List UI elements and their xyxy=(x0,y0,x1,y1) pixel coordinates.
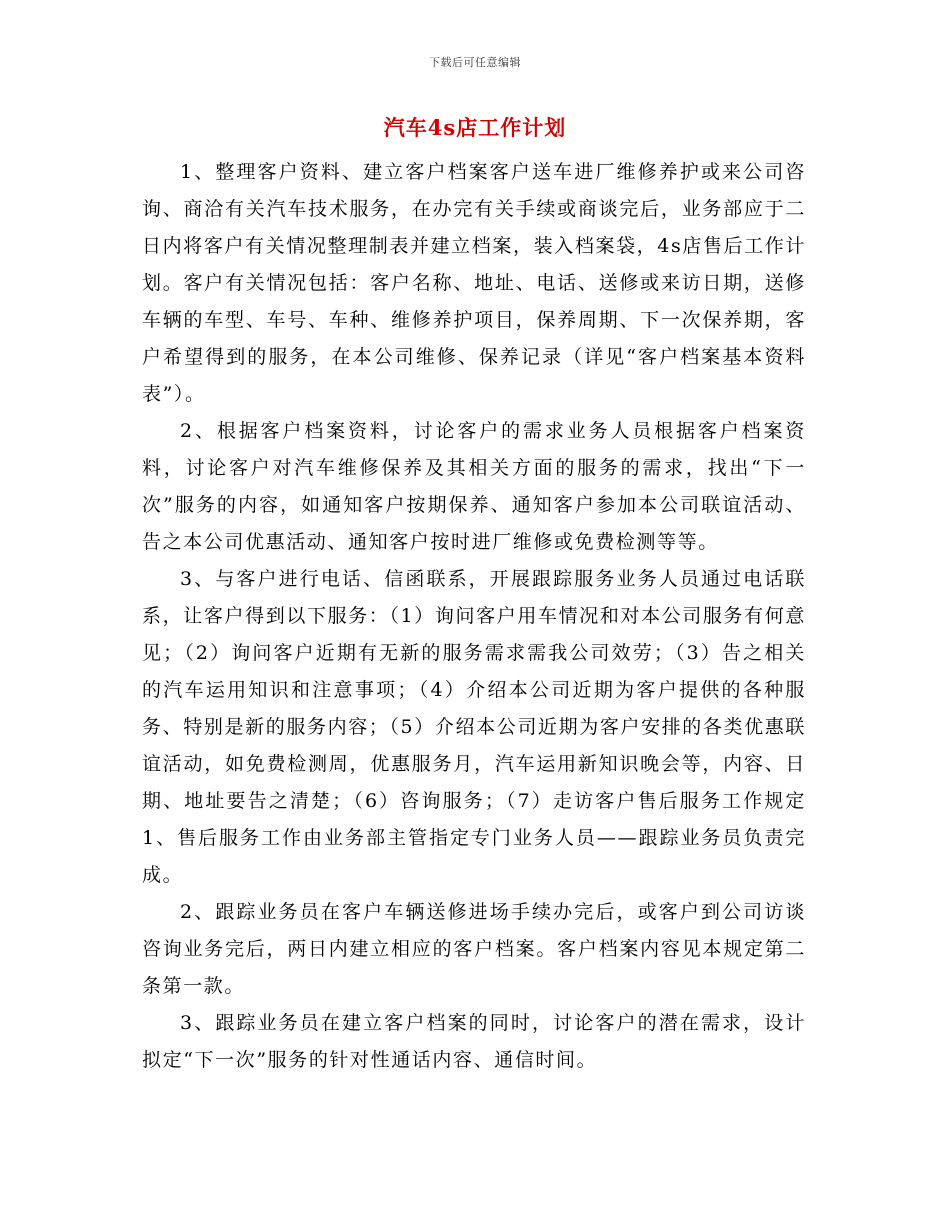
paragraph-3: 3、与客户进行电话、信函联系，开展跟踪服务业务人员通过电话联系，让客户得到以下服务：（1）询问客户用车情况和对本公司服务有何意见；（2）询问客户近期有无新的服务需求需我公司效劳；（3）告之相关的汽车运用知识和注意事项；（4）介绍本公司近期为客户提供的各种服务、特别是新的服务内容；（5）介绍本公司近期为客户安排的各类优惠联谊活动，如免费检测周，优惠服务月，汽车运用新知识晚会等，内容、日期、地址要告之清楚；（6）咨询服务；（7）走访客户售后服务工作规定1、售后服务工作由业务部主管指定专门业务人员——跟踪业务员负责完成。 xyxy=(142,568,806,886)
document-title: 汽车4s店工作计划 xyxy=(383,115,567,140)
paragraph-4: 2、跟踪业务员在客户车辆送修进场手续办完后，或客户到公司访谈咨询业务完后，两日内建立相应的客户档案。客户档案内容见本规定第二条第一款。 xyxy=(142,901,806,997)
document-body xyxy=(142,154,806,1079)
header-note: 下载后可任意编辑 xyxy=(429,56,521,69)
paragraph-5: 3、跟踪业务员在建立客户档案的同时，讨论客户的潜在需求，设计拟定“下一次”服务的针对性通话内容、通信时间。 xyxy=(142,1012,806,1071)
paragraph-1: 1、整理客户资料、建立客户档案客户送车进厂维修养护或来公司咨询、商洽有关汽车技术服务，在办完有关手续或商谈完后，业务部应于二日内将客户有关情况整理制表并建立档案，装入档案袋，4s店售后工作计划。客户有关情况包括：客户名称、地址、电话、送修或来访日期，送修车辆的车型、车号、车种、维修养护项目，保养周期、下一次保养期，客户希望得到的服务，在本公司维修、保养记录（详见“客户档案基本资料表”）。 xyxy=(142,161,806,405)
paragraph-2: 2、根据客户档案资料，讨论客户的需求业务人员根据客户档案资料，讨论客户对汽车维修保养及其相关方面的服务的需求，找出“下一次”服务的内容，如通知客户按期保养、通知客户参加本公司联谊活动、告之本公司优惠活动、通知客户按时进厂维修或免费检测等等。 xyxy=(142,420,806,553)
